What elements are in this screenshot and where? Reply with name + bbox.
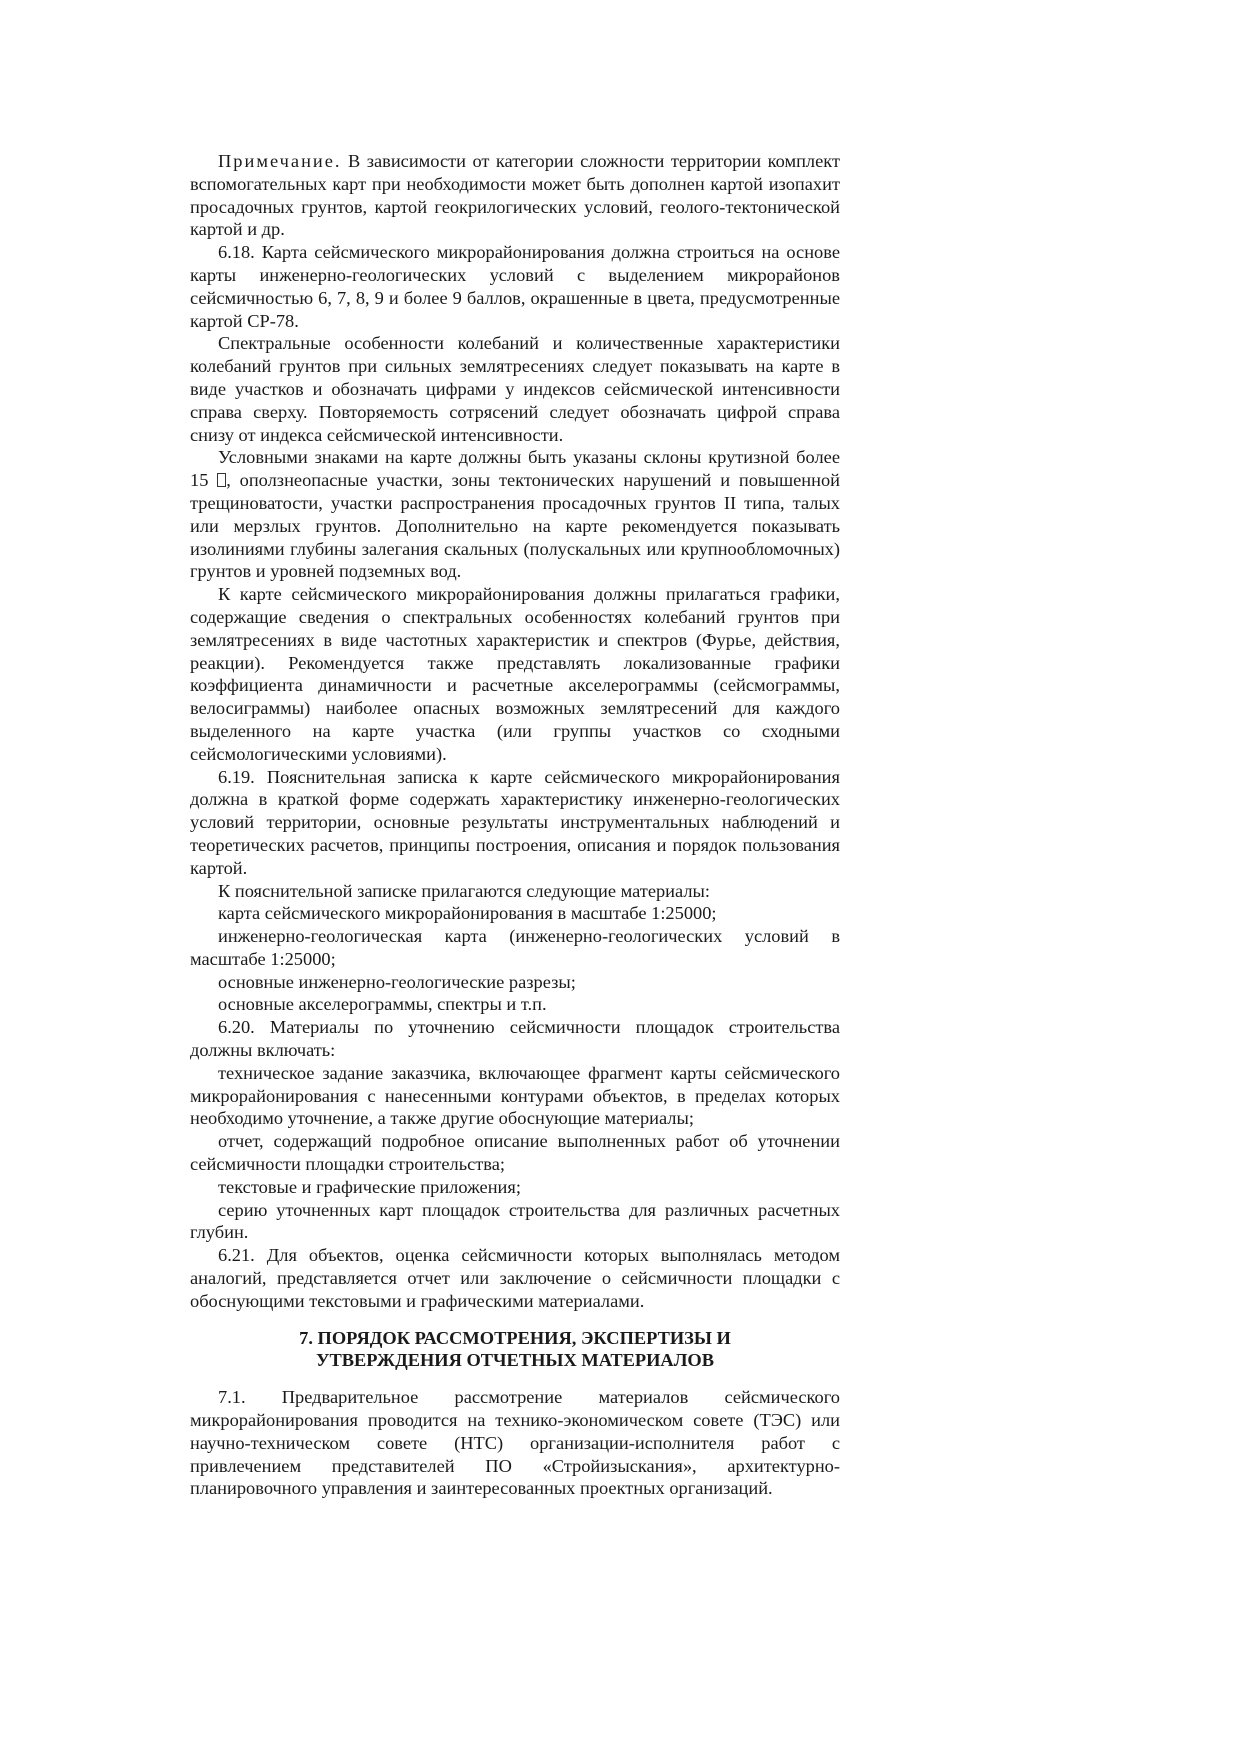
paragraph-symbols bbox=[190, 446, 840, 583]
missing-glyph-icon bbox=[217, 473, 226, 487]
section-heading-line-1: 7. ПОРЯДОК РАССМОТРЕНИЯ, ЭКСПЕРТИЗЫ И bbox=[299, 1327, 731, 1348]
paragraph-6-19: 6.19. Пояснительная записка к карте сейсмического микрорайонирования должна в краткой форме содержать характеристику инженерно-геологических условий территории, основные результаты инструментальных наблюдений и теоретических расчетов, принципы построения, описания и порядок пользования картой. bbox=[190, 766, 840, 878]
paragraph-attachments-intro: К пояснительной записке прилагаются следующие материалы: bbox=[218, 880, 710, 901]
document-page bbox=[190, 150, 840, 1500]
symbols-text-after: , оползнеопасные участки, зоны тектонических нарушений и повышенной трещиноватости, участки распространения просадочных грунтов II типа, талых или мерзлых грунтов. Дополнительно на карте рекомендуется показывать изолиниями глубины залегания скальных (полускальных или крупнообломочных) грунтов и уровней подземных вод. bbox=[190, 470, 840, 582]
paragraph-graphs: К карте сейсмического микрорайонирования должны прилагаться графики, содержащие сведения о спектральных особенностях колебаний грунтов при землятресениях в виде частотных характеристик и спектров (Фурье, действия, реакции). Рекомендуется также представлять локализованные графики коэффициента динамичности и расчетные акселерограммы (сейсмограммы, велосиграммы) наиболее опасных возможных землятресений для каждого выделенного на карте участка (или группы участков со сходными сейсмологическими условиями). bbox=[190, 584, 840, 764]
list-item: основные акселерограммы, спектры и т.п. bbox=[218, 994, 547, 1015]
section-heading-line-2: УТВЕРЖДЕНИЯ ОТЧЕТНЫХ МАТЕРИАЛОВ bbox=[316, 1350, 714, 1371]
paragraph-6-18: 6.18. Карта сейсмического микрорайонирования должна строиться на основе карты инженерно-геологических условий с выделением микрорайонов сейсмичностью 6, 7, 8, 9 и более 9 баллов, окрашенные в цвета, предусмотренные картой СР-78. bbox=[190, 242, 840, 331]
list-item: серию уточненных карт площадок строительства для различных расчетных глубин. bbox=[190, 1199, 840, 1243]
section-heading bbox=[190, 1327, 840, 1373]
list-item: карта сейсмического микрорайонирования в масштабе 1:25000; bbox=[218, 903, 717, 924]
list-item: инженерно-геологическая карта (инженерно-геологических условий в масштабе 1:25000; bbox=[190, 926, 840, 969]
paragraph-6-21: 6.21. Для объектов, оценка сейсмичности которых выполнялась методом аналогий, представляется отчет или заключение о сейсмичности площадки с обоснующими текстовыми и графическими материалами. bbox=[190, 1245, 840, 1311]
symbols-text-before: Условными знаками на карте должны быть указаны склоны крутизной более 15 bbox=[190, 447, 840, 491]
paragraph-6-20: 6.20. Материалы по уточнению сейсмичности площадок строительства должны включать: bbox=[190, 1017, 840, 1061]
list-item: техническое задание заказчика, включающее фрагмент карты сейсмического микрорайонирования с нанесенными контурами объектов, в пределах которых необходимо уточнение, а также другие обоснующие материалы; bbox=[190, 1062, 840, 1129]
note-label: Примечание. bbox=[218, 151, 342, 171]
list-item: текстовые и графические приложения; bbox=[218, 1176, 521, 1197]
list-item: отчет, содержащий подробное описание выполненных работ об уточнении сейсмичности площадки строительства; bbox=[190, 1131, 840, 1175]
list-item: основные инженерно-геологические разрезы; bbox=[218, 971, 576, 992]
note-paragraph bbox=[190, 150, 840, 241]
note-text: В зависимости от категории сложности территории комплект вспомогательных карт при необходимости может быть дополнен картой изопахит просадочных грунтов, картой геокрилогических условий, геолого-тектонической картой и др. bbox=[190, 151, 840, 240]
paragraph-spectral: Спектральные особенности колебаний и количественные характеристики колебаний грунтов при сильных землятресениях следует показывать на карте в виде участков и обозначать цифрами у индексов сейсмической интенсивности справа сверху. Повторяемость сотрясений следует обозначать цифрой справа снизу от индекса сейсмической интенсивности. bbox=[190, 333, 840, 445]
paragraph-7-1: 7.1. Предварительное рассмотрение материалов сейсмического микрорайонирования проводится на технико-экономическом совете (ТЭС) или научно-техническом совете (НТС) организации-исполнителя работ с привлечением представителей ПО «Стройизыскания», архитектурно-планировочного управления и заинтересованных проектных организаций. bbox=[190, 1387, 840, 1499]
